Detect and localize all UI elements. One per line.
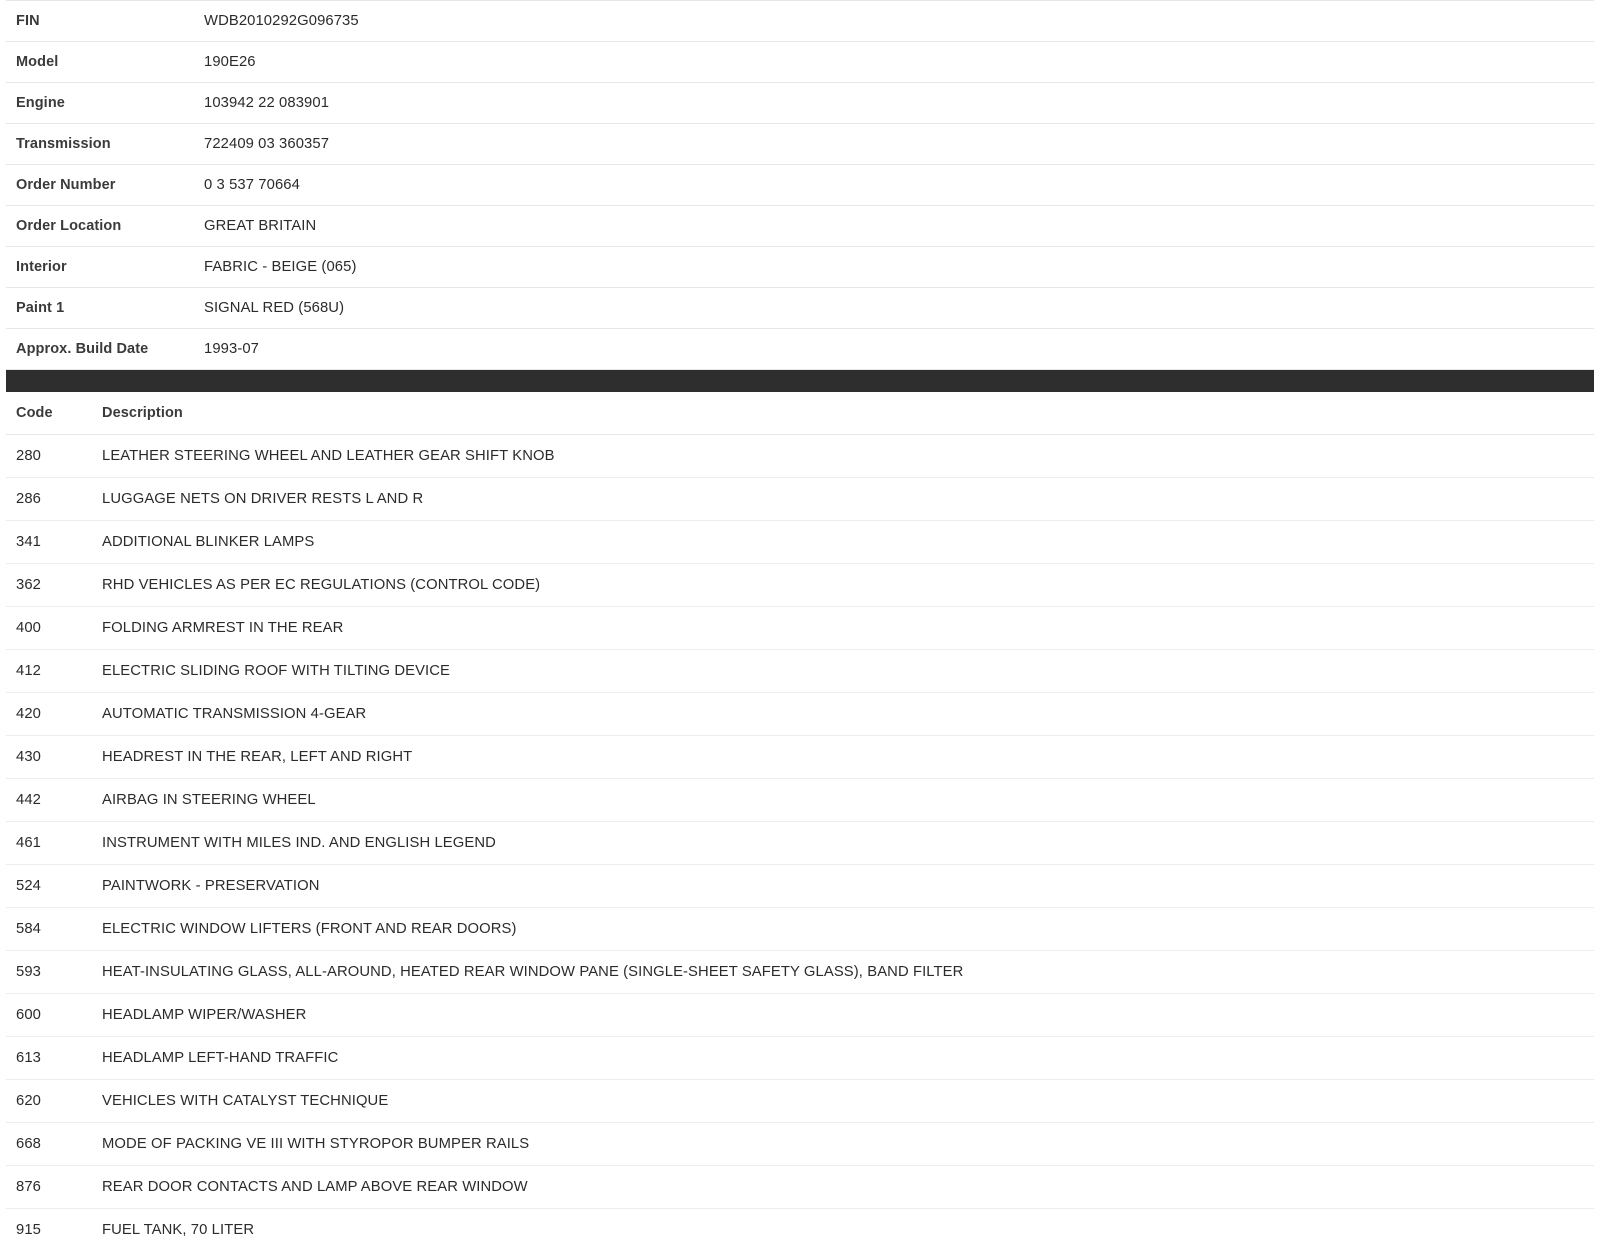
option-codes-table (6, 392, 1594, 1251)
table-row (6, 779, 1594, 822)
detail-value: 190E26 (204, 54, 256, 70)
option-description: MODE OF PACKING VE III WITH STYROPOR BUMPER RAILS (94, 1123, 1594, 1166)
detail-value: 1993-07 (204, 341, 260, 357)
option-code: 400 (6, 607, 94, 650)
column-header-code: Code (6, 392, 94, 435)
option-code: 420 (6, 693, 94, 736)
table-row (6, 564, 1594, 607)
detail-label: Paint 1 (16, 300, 65, 316)
table-row (6, 435, 1594, 478)
option-code: 362 (6, 564, 94, 607)
detail-row (6, 206, 1594, 247)
option-code: 668 (6, 1123, 94, 1166)
option-code: 593 (6, 951, 94, 994)
option-description: ADDITIONAL BLINKER LAMPS (94, 521, 1594, 564)
table-header-row (6, 392, 1594, 435)
table-row (6, 1080, 1594, 1123)
detail-value: WDB2010292G096735 (204, 13, 359, 29)
table-row (6, 951, 1594, 994)
table-row (6, 650, 1594, 693)
table-row (6, 478, 1594, 521)
option-description: PAINTWORK - PRESERVATION (94, 865, 1594, 908)
option-description: INSTRUMENT WITH MILES IND. AND ENGLISH LEGEND (94, 822, 1594, 865)
detail-label: Transmission (16, 136, 111, 152)
table-row (6, 1166, 1594, 1209)
option-description: LUGGAGE NETS ON DRIVER RESTS L AND R (94, 478, 1594, 521)
option-description: HEADREST IN THE REAR, LEFT AND RIGHT (94, 736, 1594, 779)
option-description: LEATHER STEERING WHEEL AND LEATHER GEAR SHIFT KNOB (94, 435, 1594, 478)
detail-row (6, 83, 1594, 124)
detail-row (6, 247, 1594, 288)
detail-row (6, 124, 1594, 165)
table-row (6, 736, 1594, 779)
table-row (6, 1037, 1594, 1080)
table-row (6, 1123, 1594, 1166)
table-row (6, 521, 1594, 564)
option-code: 620 (6, 1080, 94, 1123)
detail-value: FABRIC - BEIGE (065) (204, 259, 357, 275)
detail-row (6, 288, 1594, 329)
table-row (6, 822, 1594, 865)
detail-row (6, 1, 1594, 42)
option-description: HEADLAMP WIPER/WASHER (94, 994, 1594, 1037)
detail-label: Approx. Build Date (16, 341, 149, 357)
detail-value: GREAT BRITAIN (204, 218, 317, 234)
option-description: AUTOMATIC TRANSMISSION 4-GEAR (94, 693, 1594, 736)
table-row (6, 607, 1594, 650)
option-code: 915 (16, 1222, 41, 1238)
section-divider-band (6, 370, 1594, 392)
detail-label: Engine (16, 95, 65, 111)
page-left-gutter (0, 0, 6, 1251)
option-description: VEHICLES WITH CATALYST TECHNIQUE (94, 1080, 1594, 1123)
option-code: 584 (6, 908, 94, 951)
table-row (6, 693, 1594, 736)
option-code: 876 (6, 1166, 94, 1209)
table-row (6, 1209, 1594, 1252)
detail-label: Order Number (16, 177, 116, 193)
table-row (6, 908, 1594, 951)
detail-label: FIN (16, 13, 40, 29)
option-description: FOLDING ARMREST IN THE REAR (94, 607, 1594, 650)
option-description: ELECTRIC SLIDING ROOF WITH TILTING DEVICE (94, 650, 1594, 693)
detail-row (6, 42, 1594, 83)
option-code: 341 (6, 521, 94, 564)
detail-label: Model (16, 54, 59, 70)
option-description: ELECTRIC WINDOW LIFTERS (FRONT AND REAR DOORS) (94, 908, 1594, 951)
detail-value: 722409 03 360357 (204, 136, 330, 152)
option-code: 461 (6, 822, 94, 865)
detail-row (6, 165, 1594, 206)
option-description: HEAT-INSULATING GLASS, ALL-AROUND, HEATED REAR WINDOW PANE (SINGLE-SHEET SAFETY GLASS), BAND FILTER (94, 951, 1594, 994)
detail-row (6, 329, 1594, 370)
option-description: HEADLAMP LEFT-HAND TRAFFIC (94, 1037, 1594, 1080)
option-code: 286 (6, 478, 94, 521)
vehicle-details-table (6, 0, 1594, 370)
option-code: 280 (6, 435, 94, 478)
option-code: 524 (6, 865, 94, 908)
page-right-gutter (1594, 0, 1600, 1251)
option-description: AIRBAG IN STEERING WHEEL (94, 779, 1594, 822)
option-description: RHD VEHICLES AS PER EC REGULATIONS (CONTROL CODE) (94, 564, 1594, 607)
detail-value: 103942 22 083901 (204, 95, 330, 111)
option-code: 412 (6, 650, 94, 693)
column-header-description: Description (94, 392, 1594, 435)
detail-label: Interior (16, 259, 67, 275)
detail-value: 0 3 537 70664 (204, 177, 300, 193)
detail-value: SIGNAL RED (568U) (204, 300, 345, 316)
option-code: 430 (6, 736, 94, 779)
option-description: REAR DOOR CONTACTS AND LAMP ABOVE REAR WINDOW (94, 1166, 1594, 1209)
option-description: FUEL TANK, 70 LITER (102, 1222, 255, 1238)
table-row (6, 865, 1594, 908)
option-code: 613 (6, 1037, 94, 1080)
option-code: 600 (6, 994, 94, 1037)
detail-label: Order Location (16, 218, 122, 234)
table-row (6, 994, 1594, 1037)
option-code: 442 (6, 779, 94, 822)
